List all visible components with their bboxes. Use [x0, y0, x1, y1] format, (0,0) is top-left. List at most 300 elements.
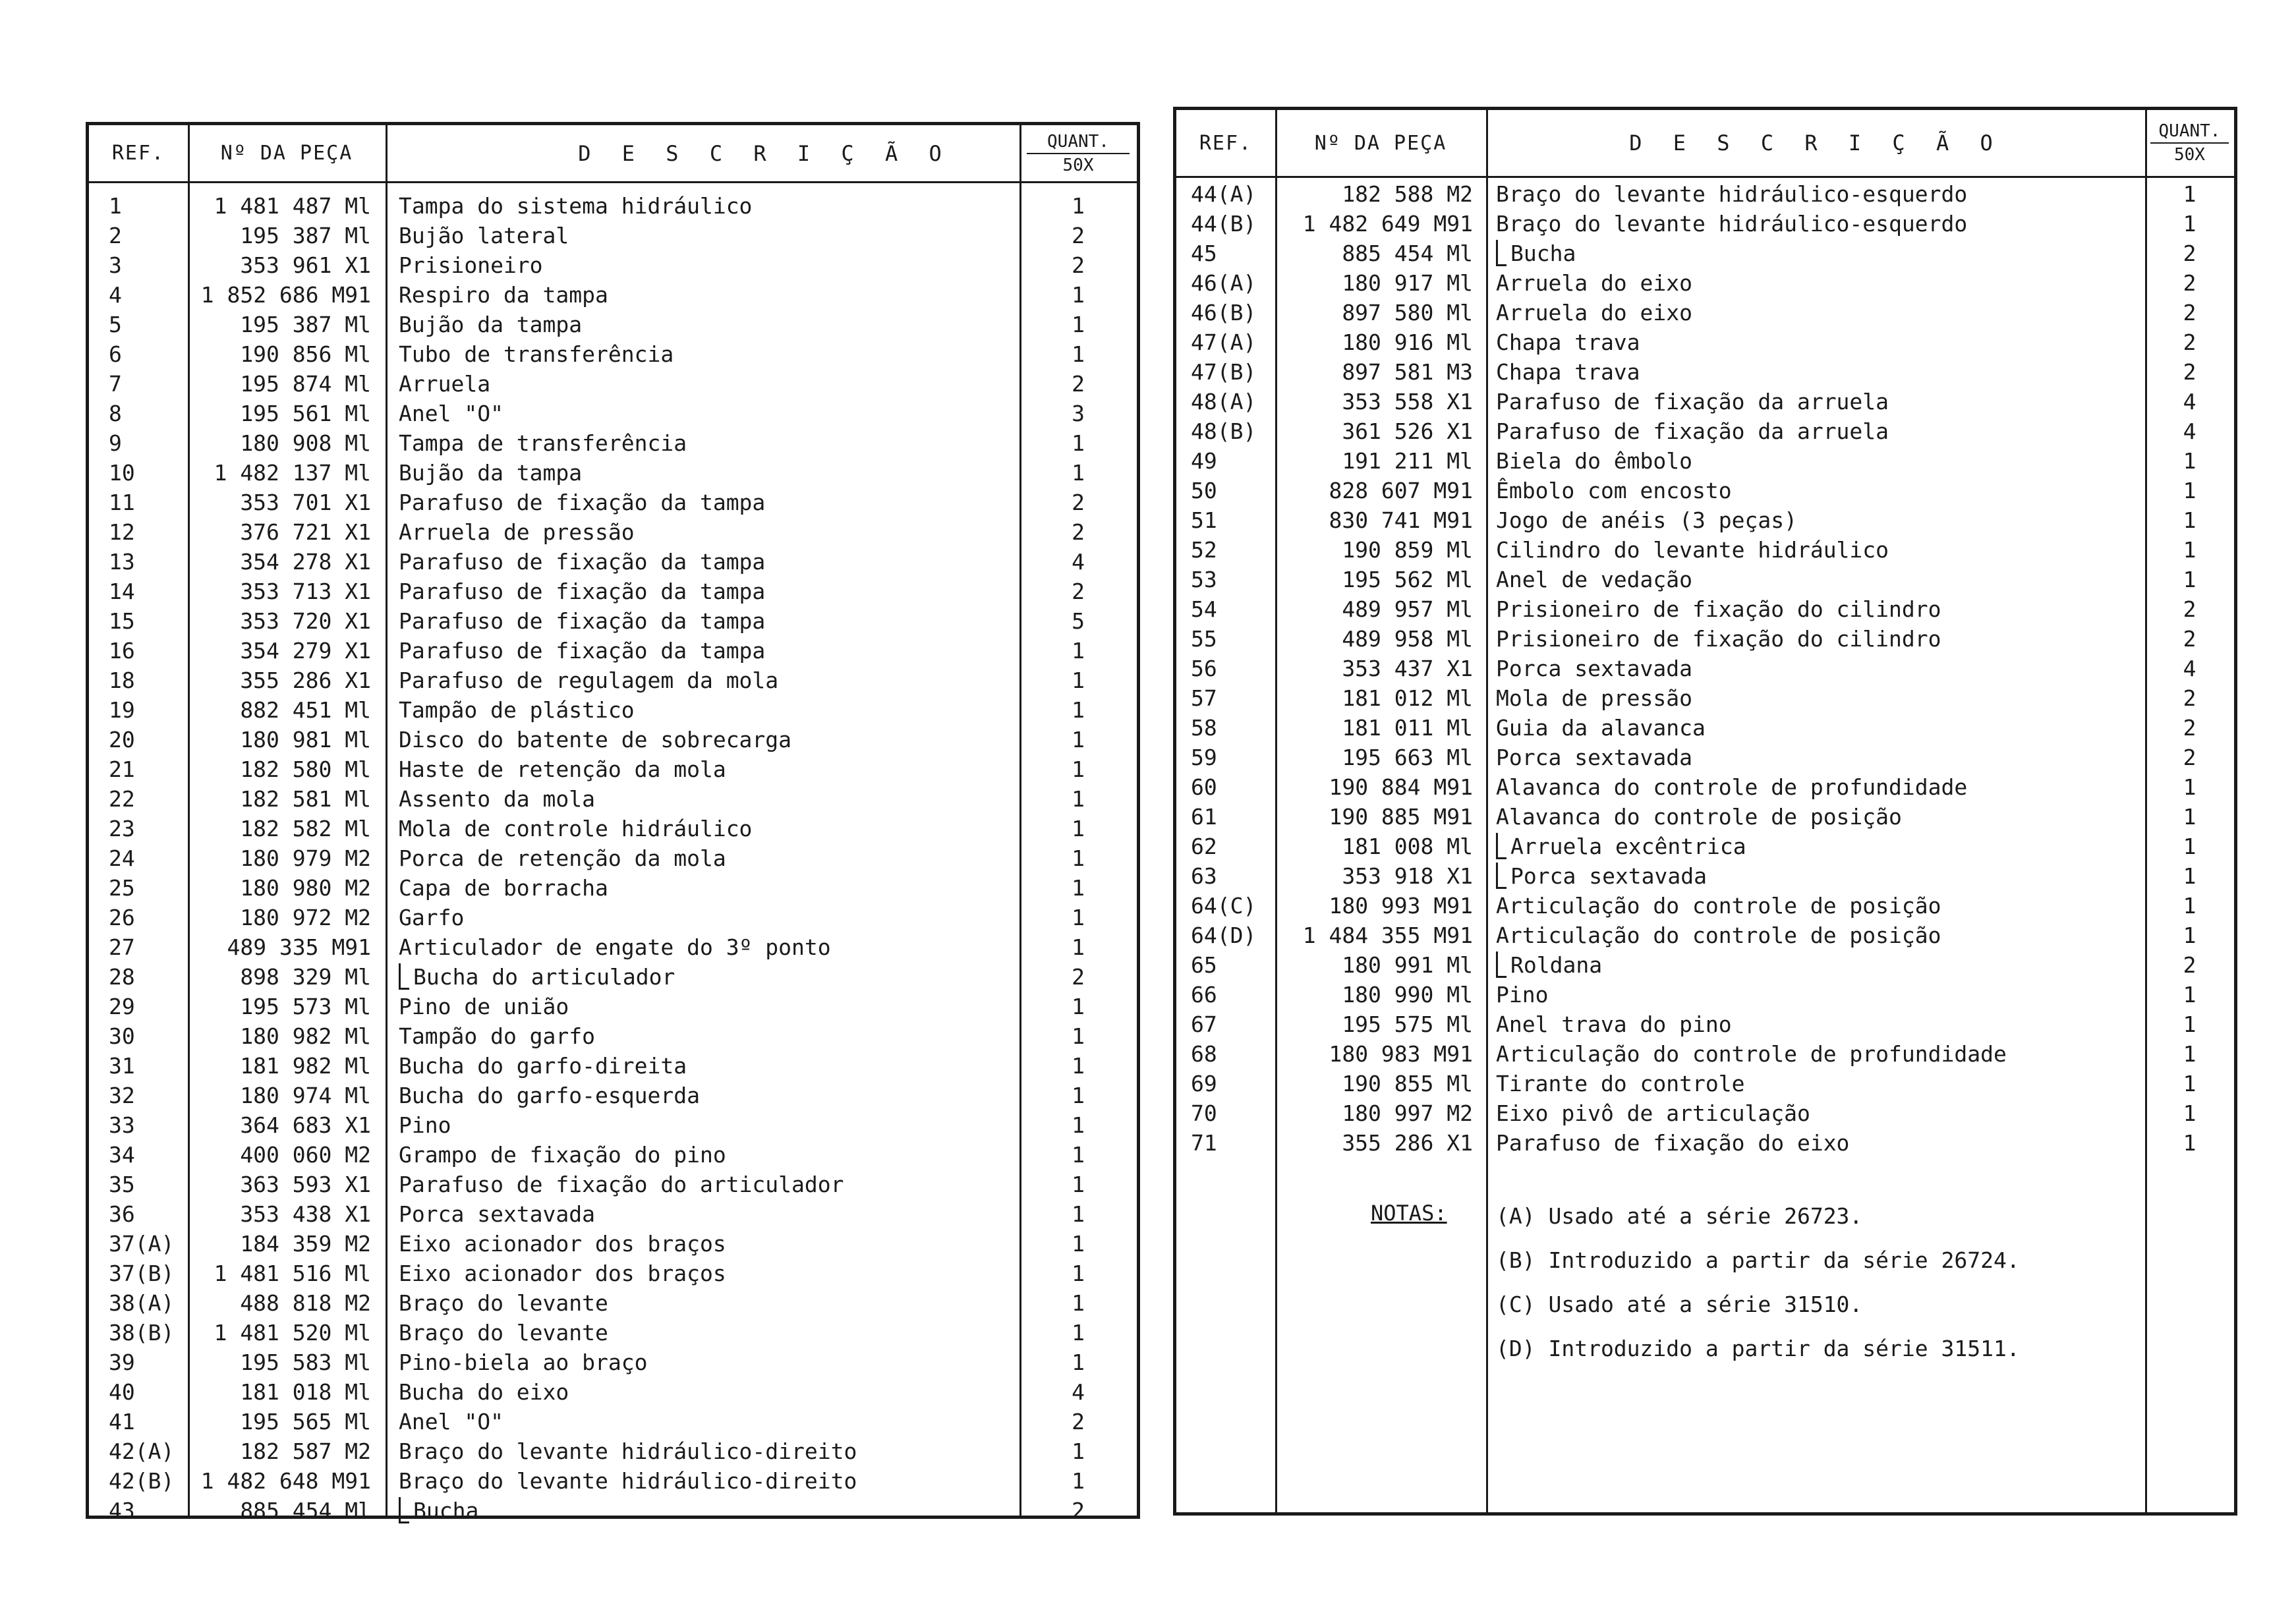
row-ref: 39 [109, 1349, 135, 1375]
row-description [1496, 1098, 1810, 1128]
row-description [399, 754, 726, 784]
table-row [89, 369, 1137, 399]
row-ref: 7 [109, 371, 122, 397]
table-row [89, 1377, 1137, 1407]
row-quantity: 2 [1072, 223, 1085, 248]
row-quantity: 2 [2183, 270, 2196, 296]
row-description [1496, 535, 1889, 565]
row-part-number: 363 593 X1 [240, 1172, 371, 1197]
row-ref: 65 [1191, 952, 1217, 978]
row-quantity: 1 [1072, 697, 1085, 723]
row-description [399, 843, 726, 873]
table-row [1176, 921, 2234, 950]
row-part-number: 1 482 648 M91 [200, 1468, 371, 1494]
row-quantity: 1 [1072, 667, 1085, 693]
row-description-text: Parafuso de fixação do articulador [399, 1172, 844, 1197]
table-row [1176, 476, 2234, 505]
row-description-text: Alavanca do controle de profundidade [1496, 774, 1968, 800]
row-description [1496, 654, 1692, 683]
row-description [399, 1259, 726, 1288]
row-description-text: Anel "O" [399, 401, 503, 426]
row-ref: 61 [1191, 804, 1217, 830]
table-row [89, 903, 1137, 932]
table-row [1176, 535, 2234, 565]
row-quantity: 1 [2183, 774, 2196, 800]
table-row [89, 754, 1137, 784]
table-row [89, 606, 1137, 636]
table-row [1176, 980, 2234, 1009]
row-description [1496, 476, 1732, 505]
row-description-text: Porca sextavada [399, 1201, 596, 1227]
row-quantity: 2 [2183, 359, 2196, 385]
row-quantity: 1 [1072, 638, 1085, 664]
table-row [1176, 1128, 2234, 1158]
row-quantity: 2 [2183, 685, 2196, 711]
table-row [1176, 654, 2234, 683]
header-description: D E S C R I Ç Ã O [578, 140, 951, 166]
row-part-number: 181 012 Ml [1342, 685, 1473, 711]
row-ref: 47(B) [1191, 359, 1257, 385]
table-row [89, 1199, 1137, 1229]
table-row [89, 458, 1137, 488]
row-ref: 63 [1191, 863, 1217, 889]
row-quantity: 1 [2183, 507, 2196, 533]
row-quantity: 2 [1072, 519, 1085, 545]
row-part-number: 489 957 Ml [1342, 596, 1473, 622]
row-ref: 43 [109, 1498, 135, 1523]
table-row [89, 1140, 1137, 1170]
row-description [1496, 446, 1692, 476]
row-description-text: Articulação do controle de posição [1496, 923, 1941, 948]
row-quantity: 1 [1072, 1320, 1085, 1346]
row-quantity: 1 [1072, 1172, 1085, 1197]
row-description [1496, 861, 1707, 891]
row-part-number: 488 818 M2 [240, 1290, 371, 1316]
row-quantity: 1 [1072, 1438, 1085, 1464]
table-row [1176, 416, 2234, 446]
row-description [399, 547, 765, 577]
row-quantity: 2 [1072, 252, 1085, 278]
row-description-text: Arruela excêntrica [1510, 834, 1746, 859]
row-ref: 40 [109, 1379, 135, 1405]
row-description [1496, 594, 1941, 624]
row-description-text: Mola de pressão [1496, 685, 1693, 711]
row-part-number: 182 581 Ml [240, 786, 371, 812]
row-description [1496, 239, 1576, 268]
row-part-number: 355 286 X1 [240, 667, 371, 693]
table-row [1176, 743, 2234, 772]
row-description-text: Chapa trava [1496, 329, 1640, 355]
row-quantity: 2 [1072, 579, 1085, 604]
row-part-number: 180 974 Ml [240, 1083, 371, 1108]
row-description [399, 1348, 648, 1377]
row-quantity: 1 [1072, 1053, 1085, 1079]
row-description [399, 577, 765, 606]
row-part-number: 180 980 M2 [240, 875, 371, 901]
table-row [89, 310, 1137, 339]
row-part-number: 828 607 M91 [1329, 478, 1473, 503]
row-description [399, 725, 791, 754]
row-quantity: 1 [2183, 1130, 2196, 1156]
row-description-text: Bucha do articulador [413, 964, 675, 990]
row-part-number: 190 856 Ml [240, 341, 371, 367]
row-description-text: Braço do levante [399, 1290, 608, 1316]
row-ref: 26 [109, 905, 135, 930]
table-row [1176, 594, 2234, 624]
row-part-number: 897 581 M3 [1342, 359, 1473, 385]
row-description [1496, 713, 1706, 743]
row-description [399, 1229, 726, 1259]
row-description-text: Chapa trava [1496, 359, 1640, 385]
header-quantity [1019, 125, 1137, 181]
row-quantity: 2 [1072, 490, 1085, 515]
table-row [89, 1110, 1137, 1140]
row-quantity: 2 [2183, 626, 2196, 652]
row-description [1496, 268, 1692, 298]
table-row [1176, 446, 2234, 476]
row-ref: 41 [109, 1409, 135, 1434]
row-part-number: 180 997 M2 [1342, 1100, 1473, 1126]
row-description [399, 1436, 857, 1466]
row-description [399, 962, 675, 992]
row-ref: 29 [109, 994, 135, 1019]
table-row [89, 636, 1137, 666]
row-description [399, 606, 765, 636]
table-row [89, 1259, 1137, 1288]
row-description [399, 1081, 700, 1110]
header-quantity-label: QUANT. [1047, 131, 1109, 152]
row-description [1496, 802, 1902, 832]
row-ref: 35 [109, 1172, 135, 1197]
row-quantity: 1 [1072, 193, 1085, 219]
row-ref: 67 [1191, 1011, 1217, 1037]
row-description-text: Parafuso de regulagem da mola [399, 667, 779, 693]
row-quantity: 4 [2183, 389, 2196, 414]
row-description-text: Guia da alavanca [1496, 715, 1706, 741]
row-description [399, 695, 635, 725]
row-ref: 20 [109, 727, 135, 753]
rows-right [1176, 179, 2234, 1158]
row-quantity: 1 [1072, 1023, 1085, 1049]
row-ref: 42(B) [109, 1468, 175, 1494]
table-row [1176, 861, 2234, 891]
row-ref: 34 [109, 1142, 135, 1168]
row-quantity: 1 [1072, 460, 1085, 486]
row-part-number: 830 741 M91 [1329, 507, 1473, 533]
row-ref: 2 [109, 223, 122, 248]
header-quantity [2145, 110, 2234, 176]
row-description-text: Eixo acionador dos braços [399, 1231, 726, 1257]
row-quantity: 1 [2183, 923, 2196, 948]
row-part-number: 489 958 Ml [1342, 626, 1473, 652]
row-description [399, 310, 582, 339]
table-row [89, 428, 1137, 458]
row-quantity: 2 [2183, 952, 2196, 978]
row-description-text: Articulação do controle de posição [1496, 893, 1941, 919]
row-ref: 59 [1191, 745, 1217, 770]
row-quantity: 1 [1072, 816, 1085, 841]
row-part-number: 195 562 Ml [1342, 567, 1473, 592]
row-part-number: 190 859 Ml [1342, 537, 1473, 563]
table-row [89, 250, 1137, 280]
table-row [89, 1318, 1137, 1348]
row-ref: 3 [109, 252, 122, 278]
table-row [89, 547, 1137, 577]
table-row [1176, 624, 2234, 654]
row-quantity: 2 [2183, 241, 2196, 266]
row-ref: 36 [109, 1201, 135, 1227]
row-part-number: 180 972 M2 [240, 905, 371, 930]
row-part-number: 180 983 M91 [1329, 1041, 1473, 1067]
note-item: (B) Introduzido a partir da série 26724. [1496, 1247, 2020, 1273]
table-row [89, 399, 1137, 428]
row-part-number: 181 008 Ml [1342, 834, 1473, 859]
row-part-number: 400 060 M2 [240, 1142, 371, 1168]
row-ref: 6 [109, 341, 122, 367]
row-ref: 30 [109, 1023, 135, 1049]
row-part-number: 195 874 Ml [240, 371, 371, 397]
header-quantity-label: QUANT. [2158, 121, 2221, 141]
row-description [399, 1199, 595, 1229]
row-description-text: Assento da mola [399, 786, 596, 812]
table-row [89, 873, 1137, 903]
row-ref: 27 [109, 934, 135, 960]
row-part-number: 897 580 Ml [1342, 300, 1473, 326]
table-row [89, 843, 1137, 873]
row-ref: 62 [1191, 834, 1217, 859]
row-ref: 48(B) [1191, 418, 1257, 444]
row-ref: 19 [109, 697, 135, 723]
table-row [89, 339, 1137, 369]
row-description [399, 339, 674, 369]
row-part-number: 353 720 X1 [240, 608, 371, 634]
row-description-text: Capa de borracha [399, 875, 608, 901]
row-part-number: 182 580 Ml [240, 756, 371, 782]
sub-item-bracket-icon [399, 963, 409, 990]
row-part-number: 353 437 X1 [1342, 656, 1473, 681]
row-part-number: 1 484 355 M91 [1302, 923, 1473, 948]
row-part-number: 882 451 Ml [240, 697, 371, 723]
row-quantity: 4 [2183, 656, 2196, 681]
row-part-number: 180 990 Ml [1342, 982, 1473, 1008]
row-quantity: 1 [1072, 1231, 1085, 1257]
row-description [1496, 1128, 1849, 1158]
sub-item-bracket-icon [1496, 833, 1507, 859]
row-ref: 46(A) [1191, 270, 1257, 296]
row-quantity: 1 [1072, 312, 1085, 337]
row-quantity: 1 [1072, 845, 1085, 871]
row-description-text: Haste de retenção da mola [399, 756, 726, 782]
row-description-text: Bucha do eixo [399, 1379, 569, 1405]
row-part-number: 353 918 X1 [1342, 863, 1473, 889]
row-quantity: 1 [2183, 1071, 2196, 1096]
table-row [89, 1081, 1137, 1110]
row-ref: 31 [109, 1053, 135, 1079]
row-ref: 69 [1191, 1071, 1217, 1096]
row-part-number: 180 979 M2 [240, 845, 371, 871]
row-quantity: 1 [2183, 537, 2196, 563]
row-quantity: 1 [1072, 430, 1085, 456]
row-quantity: 1 [1072, 1083, 1085, 1108]
row-part-number: 190 885 M91 [1329, 804, 1473, 830]
row-quantity: 1 [2183, 834, 2196, 859]
row-quantity: 2 [2183, 745, 2196, 770]
row-ref: 64(D) [1191, 923, 1257, 948]
row-ref: 16 [109, 638, 135, 664]
row-description [1496, 505, 1797, 535]
row-quantity: 4 [1072, 1379, 1085, 1405]
row-ref: 64(C) [1191, 893, 1257, 919]
row-quantity: 1 [2183, 181, 2196, 207]
row-description [399, 369, 490, 399]
row-description-text: Braço do levante hidráulico-esquerdo [1496, 181, 1968, 207]
row-quantity: 1 [2183, 1100, 2196, 1126]
row-part-number: 195 573 Ml [240, 994, 371, 1019]
rows-left [89, 191, 1137, 1525]
row-description-text: Braço do levante [399, 1320, 608, 1346]
row-ref: 5 [109, 312, 122, 337]
row-description-text: Parafuso de fixação da tampa [399, 579, 766, 604]
row-description-text: Respiro da tampa [399, 282, 608, 308]
row-description [1496, 298, 1692, 327]
row-quantity: 1 [1072, 282, 1085, 308]
notes-label: NOTAS: [1371, 1201, 1447, 1226]
row-ref: 60 [1191, 774, 1217, 800]
row-description [399, 1377, 569, 1407]
row-description [1496, 1009, 1732, 1039]
table-row [89, 1051, 1137, 1081]
row-part-number: 364 683 X1 [240, 1112, 371, 1138]
row-description-text: Arruela [399, 371, 491, 397]
row-description-text: Tampão do garfo [399, 1023, 596, 1049]
row-ref: 70 [1191, 1100, 1217, 1126]
row-quantity: 2 [2183, 329, 2196, 355]
row-ref: 23 [109, 816, 135, 841]
header-quantity-scale: 50X [1027, 153, 1130, 177]
row-quantity: 1 [1072, 905, 1085, 930]
row-part-number: 376 721 X1 [240, 519, 371, 545]
row-quantity: 1 [1072, 934, 1085, 960]
row-quantity: 1 [1072, 994, 1085, 1019]
row-quantity: 2 [1072, 1409, 1085, 1434]
row-part-number: 885 454 Ml [1342, 241, 1473, 266]
row-description-text: Bucha [413, 1498, 479, 1523]
row-part-number: 353 961 X1 [240, 252, 371, 278]
row-part-number: 1 482 137 Ml [214, 460, 371, 486]
row-part-number: 195 663 Ml [1342, 745, 1473, 770]
table-row [1176, 505, 2234, 535]
row-ref: 38(B) [109, 1320, 175, 1346]
row-ref: 53 [1191, 567, 1217, 592]
row-quantity: 1 [2183, 211, 2196, 237]
row-description-text: Tampa de transferência [399, 430, 687, 456]
row-part-number: 182 587 M2 [240, 1438, 371, 1464]
row-description-text: Braço do levante hidráulico-direito [399, 1468, 857, 1494]
row-description-text: Pino-biela ao braço [399, 1349, 648, 1375]
row-part-number: 489 335 M91 [227, 934, 371, 960]
row-quantity: 1 [1072, 1142, 1085, 1168]
table-row [89, 814, 1137, 843]
row-description-text: Bucha do garfo-direita [399, 1053, 687, 1079]
row-description [399, 1288, 608, 1318]
row-quantity: 5 [1072, 608, 1085, 634]
row-description [399, 1140, 726, 1170]
row-description [399, 932, 831, 962]
row-part-number: 184 359 M2 [240, 1231, 371, 1257]
row-quantity: 2 [1072, 964, 1085, 990]
row-description-text: Articulador de engate do 3º ponto [399, 934, 831, 960]
row-description-text: Parafuso de fixação da tampa [399, 608, 766, 634]
table-row [89, 1021, 1137, 1051]
row-description-text: Bujão da tampa [399, 312, 583, 337]
row-description [399, 280, 608, 310]
row-description [399, 399, 503, 428]
table-row [1176, 298, 2234, 327]
row-description-text: Bujão lateral [399, 223, 569, 248]
row-part-number: 180 991 Ml [1342, 952, 1473, 978]
row-description [1496, 683, 1692, 713]
row-quantity: 2 [1072, 371, 1085, 397]
row-description-text: Parafuso de fixação da tampa [399, 549, 766, 575]
row-quantity: 4 [1072, 549, 1085, 575]
row-part-number: 353 438 X1 [240, 1201, 371, 1227]
row-part-number: 1 481 516 Ml [214, 1261, 371, 1286]
table-row [1176, 772, 2234, 802]
row-ref: 14 [109, 579, 135, 604]
table-row [1176, 683, 2234, 713]
row-part-number: 353 701 X1 [240, 490, 371, 515]
row-description-text: Tampa do sistema hidráulico [399, 193, 753, 219]
row-description-text: Eixo acionador dos braços [399, 1261, 726, 1286]
row-ref: 28 [109, 964, 135, 990]
table-row [89, 962, 1137, 992]
row-quantity: 2 [1072, 1498, 1085, 1523]
row-quantity: 1 [1072, 1112, 1085, 1138]
table-row [89, 1348, 1137, 1377]
row-description-text: Articulação do controle de profundidade [1496, 1041, 2007, 1067]
row-description [1496, 832, 1746, 861]
row-ref: 71 [1191, 1130, 1217, 1156]
table-row [1176, 239, 2234, 268]
row-ref: 52 [1191, 537, 1217, 563]
row-description [399, 1051, 687, 1081]
header-part-number: Nº DA PEÇA [220, 142, 353, 165]
row-description [399, 1110, 451, 1140]
row-description-text: Disco do batente de sobrecarga [399, 727, 792, 753]
row-part-number: 180 917 Ml [1342, 270, 1473, 296]
table-row [89, 1407, 1137, 1436]
row-description-text: Pino [1496, 982, 1549, 1008]
row-part-number: 1 482 649 M91 [1302, 211, 1473, 237]
row-description-text: Arruela do eixo [1496, 300, 1693, 326]
row-description [399, 428, 687, 458]
row-ref: 21 [109, 756, 135, 782]
table-row [1176, 713, 2234, 743]
row-description [399, 191, 752, 221]
row-description [399, 1466, 857, 1496]
row-description [399, 784, 595, 814]
row-quantity: 2 [2183, 715, 2196, 741]
row-ref: 18 [109, 667, 135, 693]
row-description-text: Pino [399, 1112, 451, 1138]
row-description-text: Braço do levante hidráulico-esquerdo [1496, 211, 1968, 237]
parts-table-right [1173, 107, 2237, 1516]
row-part-number: 885 454 Ml [240, 1498, 371, 1523]
row-description [399, 636, 765, 666]
row-description [399, 666, 778, 695]
row-description [1496, 891, 1941, 921]
row-part-number: 353 713 X1 [240, 579, 371, 604]
